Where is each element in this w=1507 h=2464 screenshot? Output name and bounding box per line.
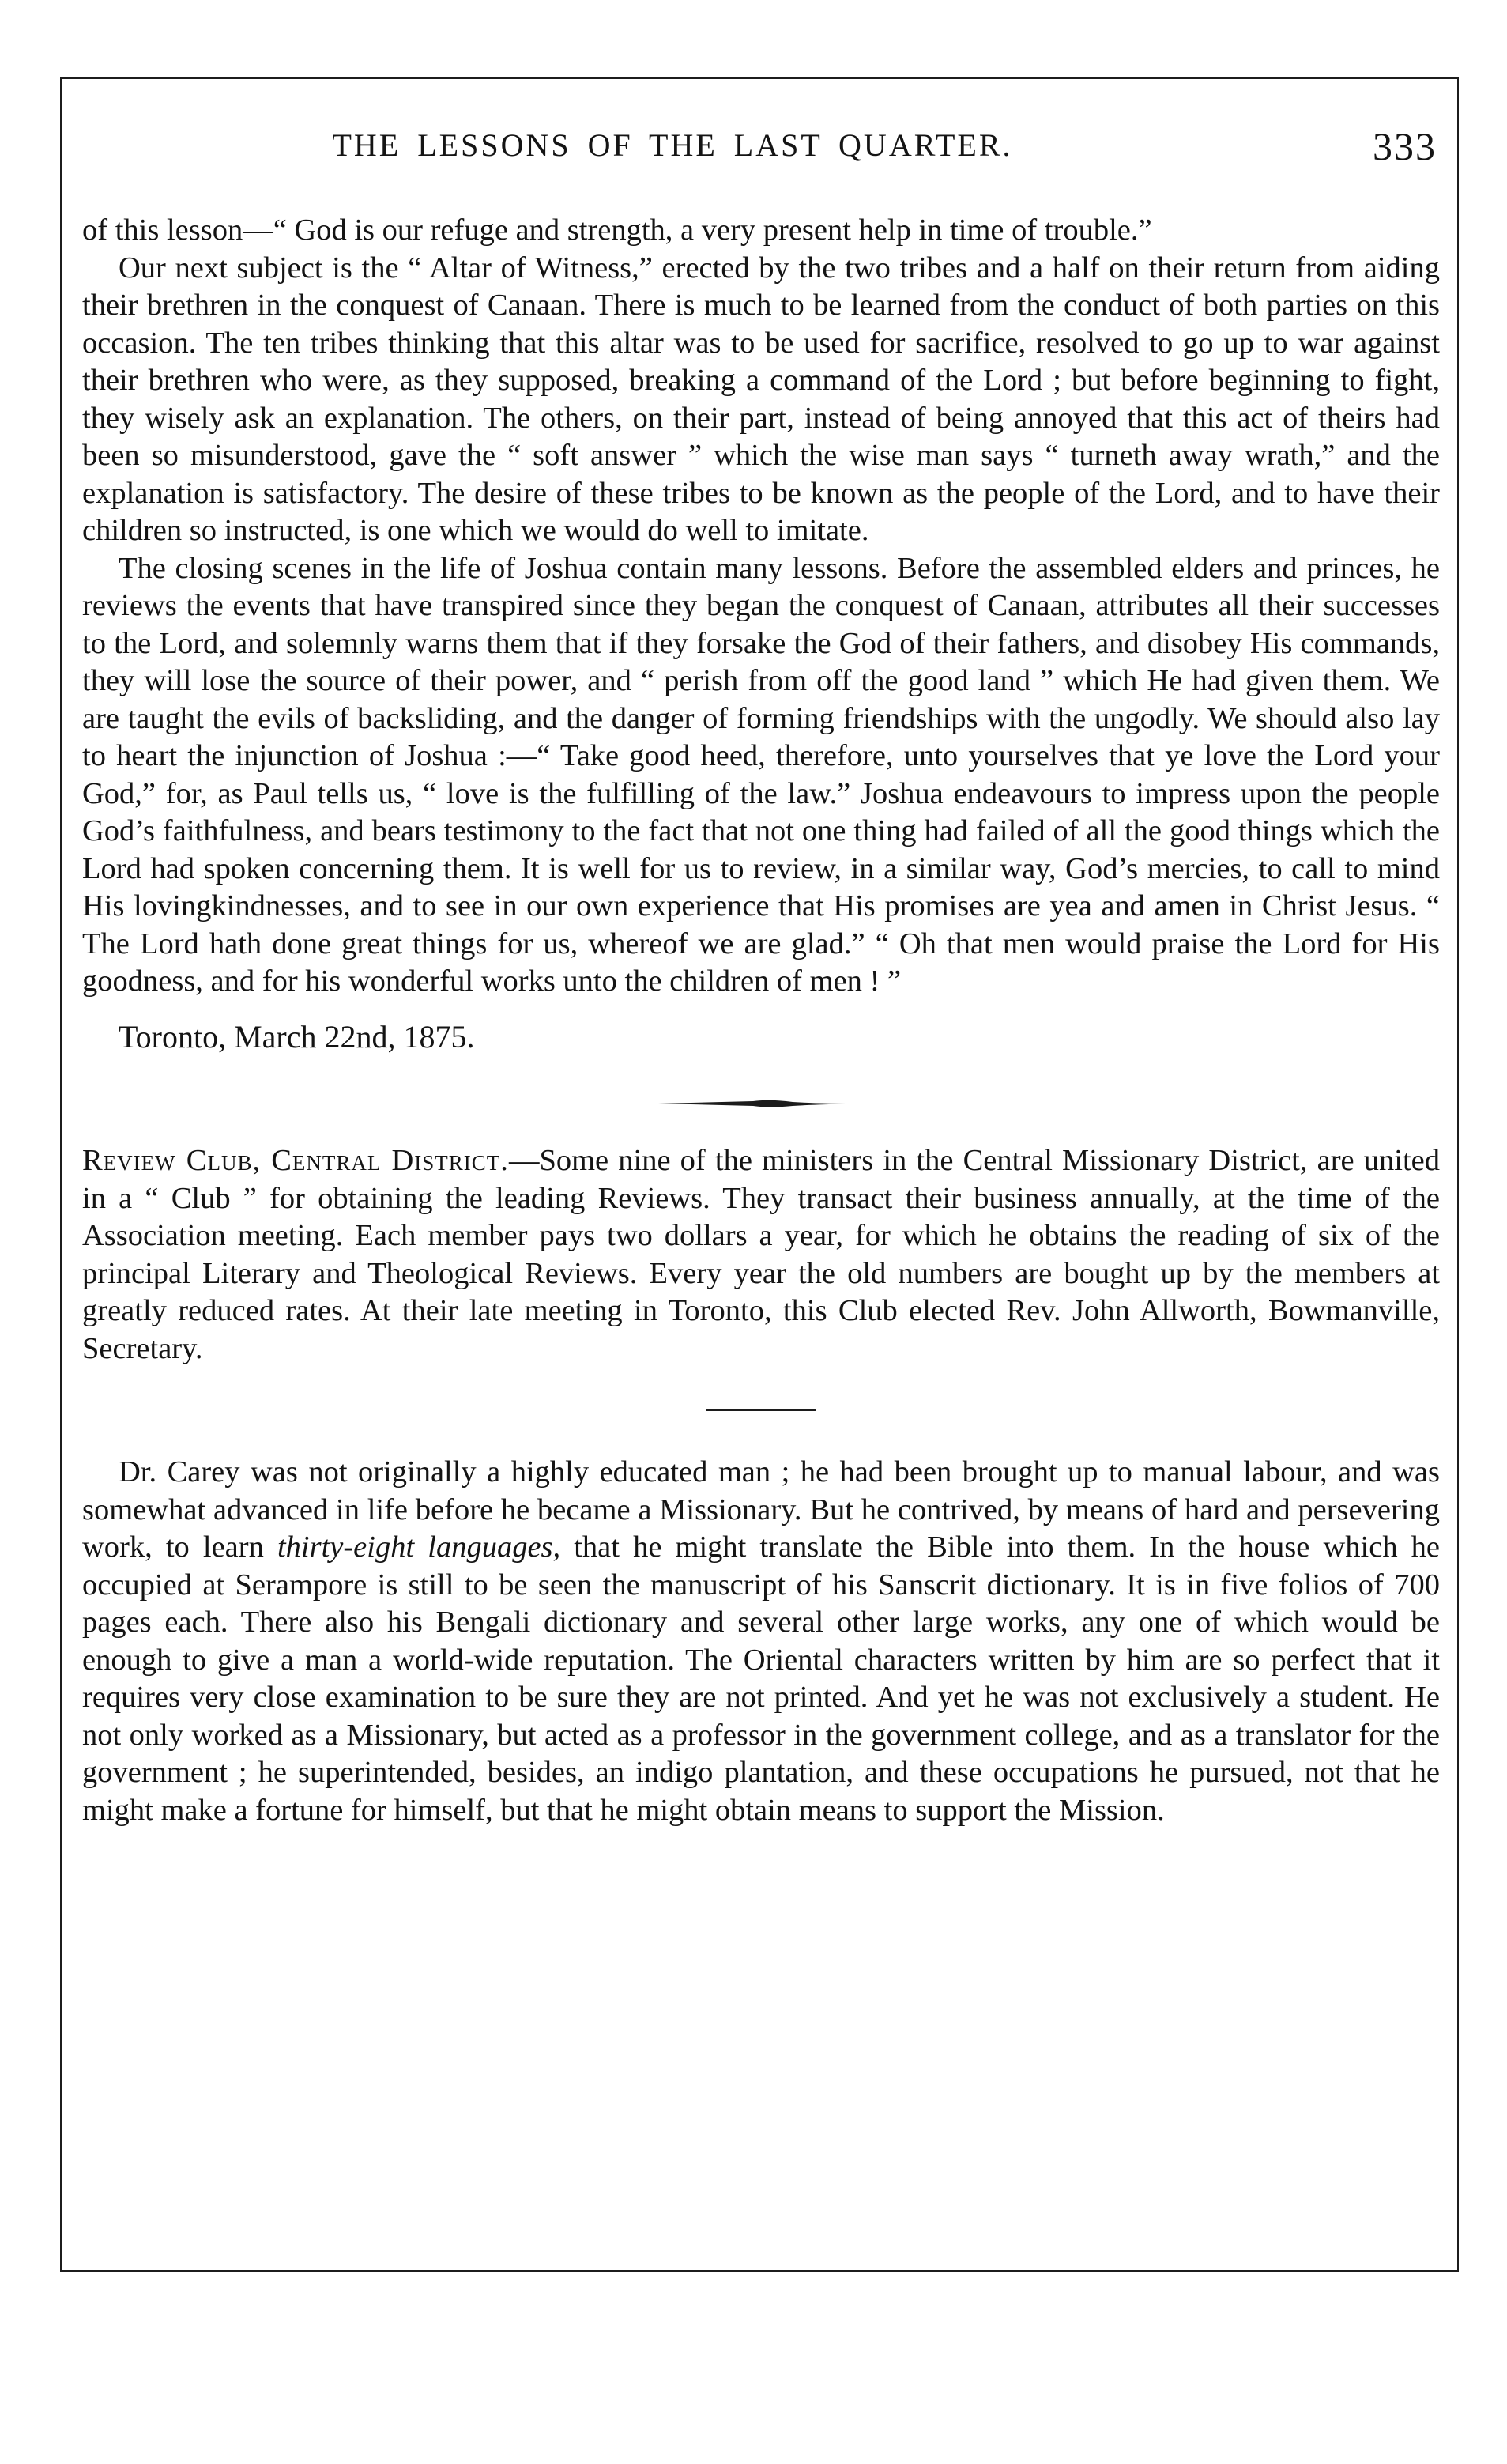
article-paragraph-1: of this lesson—“ God is our refuge and strength, a very present help in time of trouble.” [82, 213, 1152, 247]
article-paragraph-3: The closing scenes in the life of Joshua contain many lessons. Before the assembled elders and princes, he reviews the events that have transpired since they began the conquest of Canaan, attributes all their successes to the Lord, and solemnly warns them that if they forsake the God of their fathers, and disobey His commands, they will lose the source of their power, and “ perish from off the good land ” which He had given them. We are taught the evils of backsliding, and the danger of forming friendships with the ungodly. We should also lay to heart the injunction of Joshua :—“ Take good heed, therefore, unto yourselves that ye love the Lord your God,” for, as Paul tells us, “ love is the fulfilling of the law.” Joshua endeavours to impress upon the people God’s faithfulness, and bears testimony to the fact that not one thing had failed of all the good things which the Lord had spoken concerning them. It is well for us to review, in a similar way, God’s mercies, to call to mind His lovingkindnesses, and to see in our own experience that His promises are yea and amen in Christ Jesus. “ The Lord hath done great things for us, whereof we are glad.” “ Oh that men would praise the Lord for His goodness, and for his wonderful works unto the children of men ! ” [82, 551, 1440, 998]
carey-paragraph [82, 1454, 1440, 1829]
review-club-text: —Some nine of the ministers in the Central Missionary District, are united in a “ Club ” for obtaining the leading Reviews. They transact their business annually, at the time of the Association meeting. Each member pays two dollars a year, for which he obtains the reading of six of the principal Literary and Theological Reviews. Every year the old numbers are bought up by the members at greatly reduced rates. At their late meeting in Toronto, this Club elected Rev. John Allworth, Bowmanville, Secretary. [82, 1144, 1440, 1365]
page-frame [60, 77, 1459, 2272]
frame-rule-left [60, 77, 62, 2272]
running-title: THE LESSONS OF THE LAST QUARTER. [332, 127, 1013, 163]
review-club-heading: Review Club, Central District. [82, 1144, 509, 1177]
ornamental-divider [658, 1098, 864, 1109]
page-body [82, 212, 1440, 1829]
page-number: 333 [1373, 124, 1437, 168]
page-header [60, 126, 1459, 174]
article-paragraph-2: Our next subject is the “ Altar of Witness,” erected by the two tribes and a half on their return from aiding their brethren in the conquest of Canaan. There is much to be learned from the conduct of both parties on this occasion. The ten tribes thinking that this altar was to be used for sacrifice, resolved to go up to war against their brethren who were, as they supposed, breaking a command of the Lord ; but before beginning to fight, they wisely ask an explanation. The others, on their part, instead of being annoyed that this act of theirs had been so misunderstood, gave the “ soft answer ” which the wise man says “ turneth away wrath,” and the explanation is satisfactory. The desire of these tribes to be known as the people of the Lord, and to have their children so instructed, is one which we would do well to imitate. [82, 251, 1440, 547]
article-signoff: Toronto, March 22nd, 1875. [119, 1018, 475, 1055]
section-divider [706, 1409, 816, 1411]
frame-rule-top [60, 77, 1459, 79]
carey-italic-phrase: thirty-eight languages, [277, 1530, 561, 1564]
carey-text-after: that he might translate the Bible into them. In the house which he occupied at Serampore is still to be seen the manuscript of his Sanscrit dictionary. It is in five folios of 700 pages each. There also his Bengali dictionary and several other large works, any one of which would be enough to give a man a world-wide reputation. The Oriental characters written by him are so perfect that it requires very close examination to be sure they are not printed. And yet he was not exclusively a student. He not only worked as a Missionary, but acted as a professor in the government college, and as a translator for the government ; he superintended, besides, an indigo plantation, and these occupations he pursued, not that he might make a fortune for himself, but that he might obtain means to support the Mission. [82, 1530, 1440, 1827]
review-club-paragraph [82, 1142, 1440, 1368]
frame-rule-right [1457, 77, 1459, 2272]
frame-rule-bottom [60, 2270, 1459, 2272]
carey-text-before: Dr. Carey was not originally a highly educated man ; he had been brought up to manual labour, and was somewhat advanced in life before he became a Missionary. But he contrived, by means of hard and persevering work, to learn [82, 1455, 1440, 1564]
